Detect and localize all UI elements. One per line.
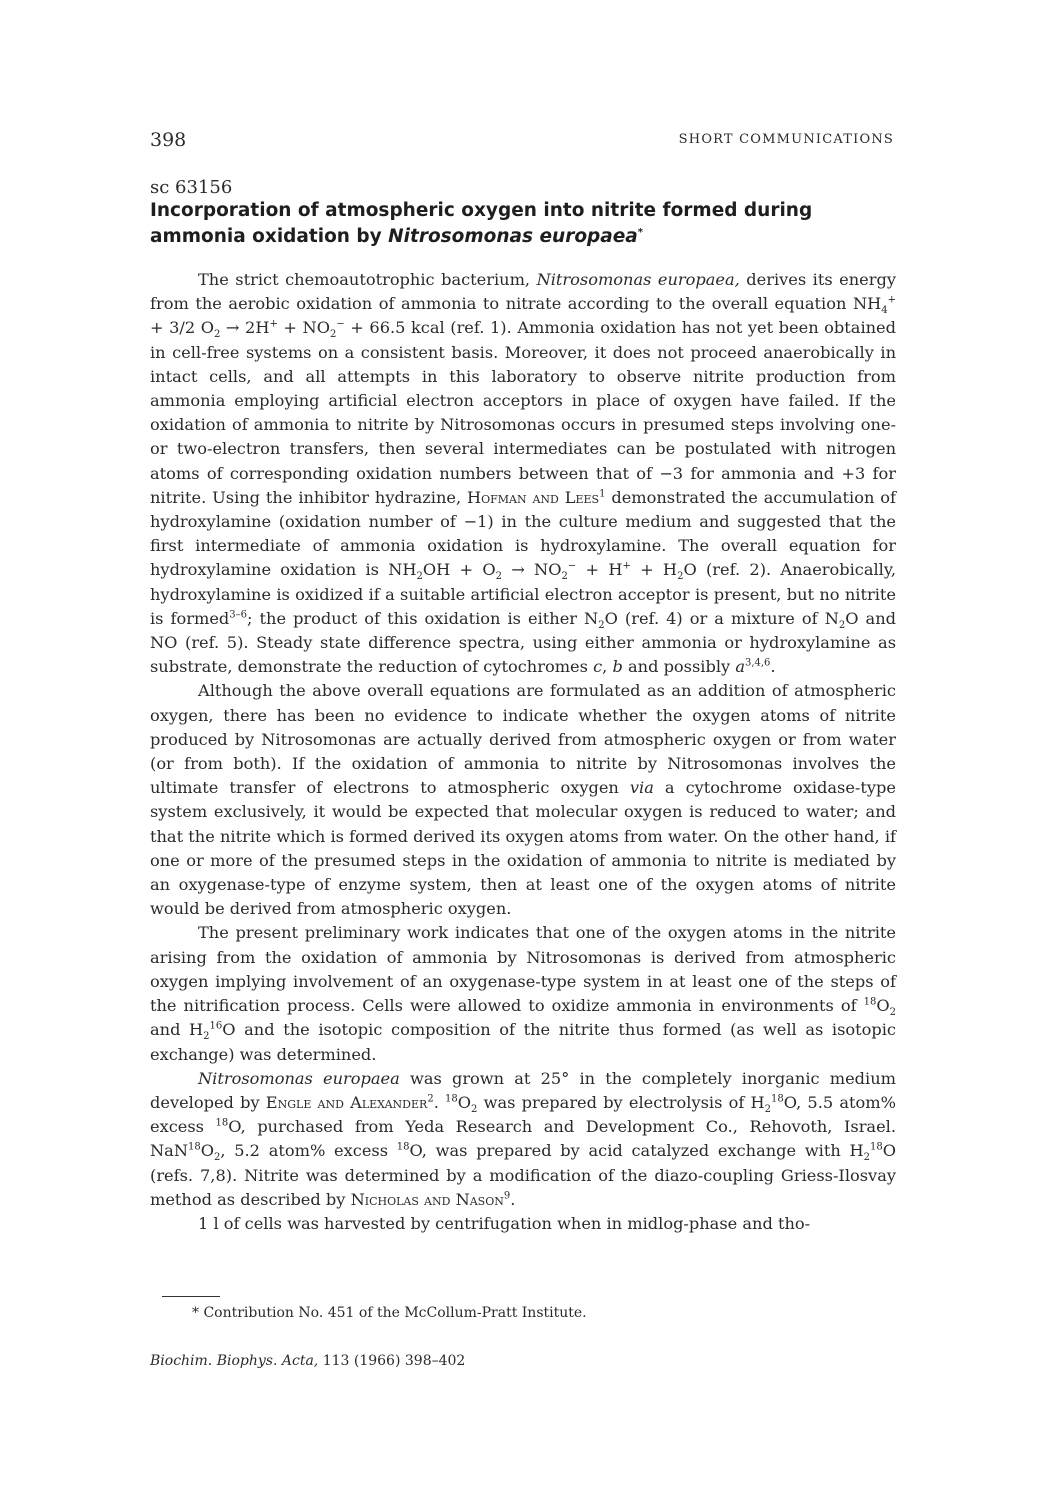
journal-citation: Biochim. Biophys. Acta, 113 (1966) 398–402 [150, 1353, 466, 1369]
paragraph-4: Nitrosomonas europaea was grown at 25° in the completely inorganic medium developed by Engle and Alexander$^2$. $^{18}O_2$ was prepared by electrolysis of $H_2^{18}O$, 5.5 atom% excess $^{18}$O, purchased from Yeda Research and Development Co., Rehovoth, Israel. $NaN^{18}O_2$, 5.2 atom% excess $^{18}$O, was prepared by acid catalyzed exchange with $H_2^{18}O$ (refs. 7,8). Nitrite was determined by a modification of the diazo-coupling Griess-Ilosvay method as described by Nicholas and Nason$^9$. [150, 1068, 897, 1209]
footnote-rule [162, 1296, 220, 1297]
paragraph-3: The present preliminary work indicates that one of the oxygen atoms in the nitrite arising from the oxidation of ammonia by Nitrosomonas is derived from atmospheric oxygen implying involvement of an oxygenase-type system in at least one of the steps of the nitrification process. Cells were allowed to oxidize ammonia in environments of $^{18}O_2$ and $H_2^{16}O$ and the isotopic composition of the nitrite thus formed (as well as isotopic exchange) was determined. [150, 923, 896, 1064]
page-number: 398 [150, 129, 187, 151]
running-header: SHORT COMMUNICATIONS [678, 132, 894, 147]
article-title: Incorporation of atmospheric oxygen into nitrite formed during ammonia oxidation by Nitrosomonas europaea* [150, 200, 813, 247]
article-code: sc 63156 [150, 177, 233, 198]
article-body [150, 268, 896, 1236]
footnote: * Contribution No. 451 of the McCollum-Pratt Institute. [192, 1305, 587, 1321]
paragraph-1: The strict chemoautotrophic bacterium, Nitrosomonas europaea, derives its energy from the aerobic oxidation of ammonia to nitrate according to the overall equation $NH_4^+ + 3/2$ $O_2 \to 2H^+ + NO_2^- + 66.5$ kcal (ref. 1). Ammonia oxidation has not yet been obtained in cell-free systems on a consistent basis. Moreover, it does not proceed anaerobically in intact cells, and all attempts in this laboratory to observe nitrite production from ammonia employing artificial electron acceptors in place of oxygen have failed. If the oxidation of ammonia to nitrite by Nitrosomonas occurs in presumed steps involving one- or two-electron transfers, then several intermediates can be postulated with nitrogen atoms of corresponding oxidation numbers between that of −3 for ammonia and +3 for nitrite. Using the inhibitor hydrazine, Hofman and Lees$^1$ demonstrated the accumulation of hydroxylamine (oxidation number of −1) in the culture medium and suggested that the first intermediate of ammonia oxidation is hydroxylamine. The overall equation for hydroxylamine oxidation is $NH_2OH + O_2 \to NO_2^- + H^+ + H_2O$ (ref. 2). Anaerobically, hydroxylamine is oxidized if a suitable artificial electron acceptor is present, but no nitrite is formed$^{3-6}$; the product of this oxidation is either $N_2O$ (ref. 4) or a mixture of $N_2O$ and NO (ref. 5). Steady state difference spectra, using either ammonia or hydroxylamine as substrate, demonstrate the reduction of cytochromes c, b and possibly $a^{3,4,6}$. [150, 270, 897, 677]
paragraph-2: Although the above overall equations are formulated as an addition of atmospheric oxygen, there has been no evidence to indicate whether the oxygen atoms of nitrite produced by Nitrosomonas are actually derived from atmospheric oxygen or from water (or from both). If the oxidation of ammonia to nitrite by Nitrosomonas involves the ultimate transfer of electrons to atmospheric oxygen via a cytochrome oxidase-type system exclusively, it would be expected that molecular oxygen is reduced to water; and that the nitrite which is formed derived its oxygen atoms from water. On the other hand, if one or more of the presumed steps in the oxidation of ammonia to nitrite is mediated by an oxygenase-type of enzyme system, then at least one of the oxygen atoms of nitrite would be derived from atmospheric oxygen. [150, 681, 896, 919]
paragraph-5: 1 l of cells was harvested by centrifugation when in midlog-phase and tho- [198, 1213, 811, 1233]
